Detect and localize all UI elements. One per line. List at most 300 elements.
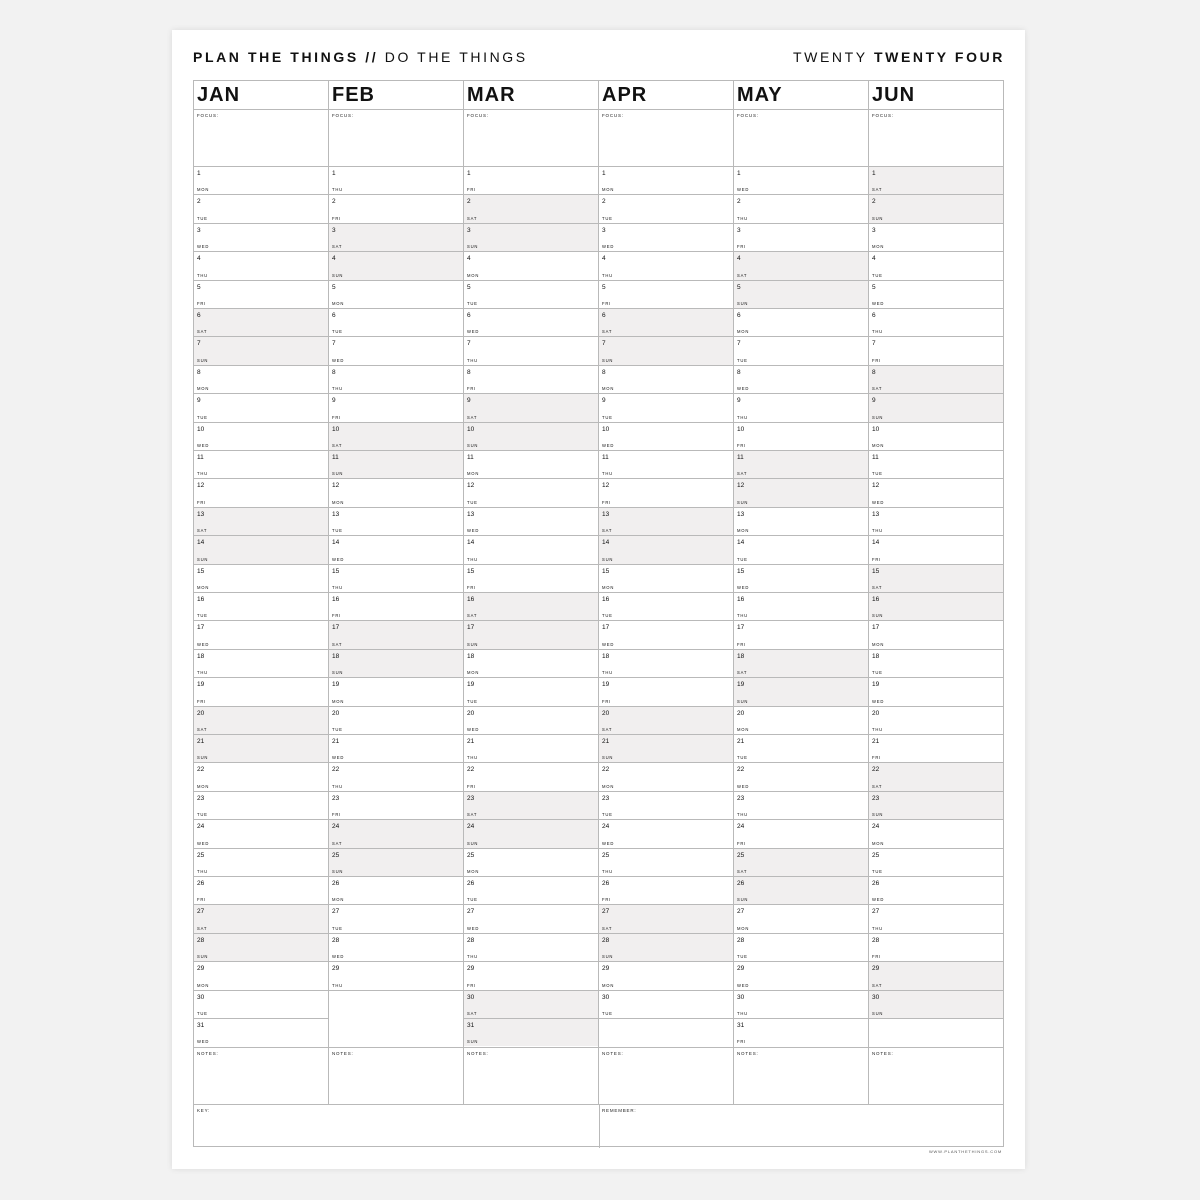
day-cell[interactable] — [734, 535, 868, 563]
day-cell[interactable] — [329, 677, 463, 705]
day-cell[interactable] — [464, 365, 598, 393]
day-of-week: TUE — [467, 897, 478, 903]
day-cell[interactable] — [464, 393, 598, 421]
day-of-week: TUE — [602, 414, 613, 420]
day-cell[interactable] — [734, 422, 868, 450]
day-cell[interactable] — [869, 393, 1003, 421]
day-of-week: SUN — [467, 641, 479, 647]
day-number: 16 — [197, 596, 205, 603]
remember-box[interactable] — [599, 1105, 1003, 1148]
day-cell[interactable] — [194, 961, 328, 989]
day-cell[interactable] — [194, 166, 328, 194]
day-of-week: TUE — [197, 1010, 208, 1016]
day-of-week: SUN — [872, 215, 884, 221]
day-cell[interactable] — [734, 706, 868, 734]
day-cell[interactable] — [869, 762, 1003, 790]
day-cell[interactable] — [329, 706, 463, 734]
day-cell[interactable] — [329, 819, 463, 847]
day-number: 20 — [197, 709, 205, 717]
day-of-week: MON — [872, 840, 885, 846]
focus-box[interactable] — [869, 109, 1003, 167]
day-number: 2 — [332, 198, 336, 206]
day-cell[interactable] — [734, 507, 868, 535]
day-cell[interactable] — [464, 848, 598, 876]
day-cell[interactable] — [464, 961, 598, 989]
day-cell[interactable] — [599, 904, 733, 932]
notes-box[interactable] — [464, 1047, 598, 1105]
day-cell[interactable] — [599, 535, 733, 563]
day-cell[interactable] — [329, 336, 463, 364]
day-cell[interactable] — [194, 990, 328, 1018]
notes-box[interactable] — [329, 1047, 463, 1105]
day-cell[interactable] — [329, 393, 463, 421]
day-cell[interactable] — [599, 990, 733, 1018]
day-cell[interactable] — [464, 933, 598, 961]
day-cell[interactable] — [599, 166, 733, 194]
day-cell[interactable] — [329, 308, 463, 336]
day-cell[interactable] — [194, 592, 328, 620]
day-cell[interactable] — [599, 762, 733, 790]
day-cell[interactable] — [734, 791, 868, 819]
day-cell[interactable] — [329, 422, 463, 450]
day-cell[interactable] — [194, 564, 328, 592]
day-cell[interactable] — [869, 507, 1003, 535]
focus-box[interactable] — [464, 109, 598, 167]
day-number: 15 — [197, 567, 205, 575]
day-of-week: TUE — [737, 755, 748, 761]
day-number: 19 — [332, 681, 340, 689]
day-cell[interactable] — [869, 592, 1003, 620]
day-cell[interactable] — [599, 393, 733, 421]
day-number: 16 — [737, 596, 745, 603]
day-cell[interactable] — [869, 734, 1003, 762]
day-of-week: THU — [872, 528, 884, 534]
day-cell[interactable] — [734, 819, 868, 847]
day-cell[interactable] — [329, 280, 463, 308]
day-cell[interactable] — [464, 251, 598, 279]
day-cell[interactable] — [464, 819, 598, 847]
day-cell[interactable] — [734, 933, 868, 961]
day-cell[interactable] — [734, 336, 868, 364]
day-cell[interactable] — [869, 620, 1003, 648]
day-cell[interactable] — [464, 194, 598, 222]
focus-box[interactable] — [194, 109, 328, 167]
notes-box[interactable] — [599, 1047, 733, 1105]
day-number: 26 — [737, 880, 745, 887]
day-cell[interactable] — [194, 507, 328, 535]
day-cell[interactable] — [599, 194, 733, 222]
day-number: 29 — [332, 965, 340, 973]
day-of-week: WED — [737, 783, 750, 789]
day-number: 10 — [872, 425, 880, 433]
day-of-week: MON — [602, 982, 615, 988]
day-cell[interactable] — [464, 620, 598, 648]
day-of-week: MON — [197, 982, 210, 988]
focus-label: FOCUS: — [332, 113, 354, 118]
day-number: 18 — [872, 652, 880, 660]
day-cell[interactable] — [734, 649, 868, 677]
day-number: 18 — [602, 652, 610, 660]
day-cell[interactable] — [329, 649, 463, 677]
day-of-week: WED — [737, 187, 750, 193]
day-of-week: SUN — [332, 670, 344, 676]
day-number: 2 — [602, 198, 606, 206]
month-title: MAR — [467, 84, 516, 106]
day-cell[interactable] — [734, 564, 868, 592]
day-cell[interactable] — [599, 819, 733, 847]
day-cell[interactable] — [734, 762, 868, 790]
day-cell[interactable] — [869, 365, 1003, 393]
day-number: 16 — [872, 596, 880, 603]
focus-box[interactable] — [599, 109, 733, 167]
day-number: 27 — [197, 908, 205, 916]
day-cell[interactable] — [194, 706, 328, 734]
day-of-week: SAT — [197, 726, 208, 732]
day-of-week: WED — [872, 897, 885, 903]
day-cell[interactable] — [869, 961, 1003, 989]
day-cell[interactable] — [329, 592, 463, 620]
day-cell[interactable] — [599, 336, 733, 364]
day-cell[interactable] — [869, 535, 1003, 563]
day-number: 1 — [332, 170, 336, 177]
day-of-week: WED — [332, 556, 345, 562]
day-number: 30 — [197, 993, 205, 1001]
day-cell[interactable] — [734, 734, 868, 762]
day-cell[interactable] — [464, 535, 598, 563]
day-cell[interactable] — [464, 422, 598, 450]
day-cell[interactable] — [599, 876, 733, 904]
notes-label: NOTES: — [872, 1051, 894, 1056]
day-cell[interactable] — [329, 904, 463, 932]
day-cell[interactable] — [464, 223, 598, 251]
day-number: 15 — [467, 567, 475, 575]
day-cell[interactable] — [599, 251, 733, 279]
day-cell[interactable] — [329, 194, 463, 222]
day-cell[interactable] — [464, 706, 598, 734]
day-cell[interactable] — [464, 280, 598, 308]
day-cell[interactable] — [464, 990, 598, 1018]
day-of-week: WED — [602, 442, 615, 448]
day-cell[interactable] — [329, 848, 463, 876]
day-cell[interactable] — [194, 422, 328, 450]
day-number: 29 — [737, 965, 745, 973]
day-cell[interactable] — [194, 620, 328, 648]
day-cell[interactable] — [329, 450, 463, 478]
day-of-week: FRI — [872, 755, 882, 761]
day-cell[interactable] — [869, 706, 1003, 734]
day-number: 11 — [197, 454, 204, 461]
day-cell[interactable] — [869, 933, 1003, 961]
month-column-jun — [869, 81, 1003, 1104]
day-cell[interactable] — [599, 564, 733, 592]
day-cell[interactable] — [194, 194, 328, 222]
day-cell[interactable] — [194, 848, 328, 876]
day-cell[interactable] — [464, 904, 598, 932]
focus-box[interactable] — [734, 109, 868, 167]
day-of-week: THU — [737, 1010, 749, 1016]
day-number: 8 — [197, 368, 201, 376]
day-cell[interactable] — [464, 450, 598, 478]
day-of-week: WED — [467, 726, 480, 732]
day-cell[interactable] — [194, 365, 328, 393]
day-cell[interactable] — [599, 280, 733, 308]
day-cell[interactable] — [464, 166, 598, 194]
day-cell[interactable] — [194, 223, 328, 251]
day-number: 31 — [197, 1022, 205, 1029]
key-box[interactable] — [194, 1105, 600, 1148]
day-of-week: THU — [332, 783, 344, 789]
day-number: 4 — [197, 255, 201, 263]
day-cell[interactable] — [329, 166, 463, 194]
day-of-week: THU — [602, 471, 614, 477]
day-cell[interactable] — [194, 762, 328, 790]
day-cell[interactable] — [329, 535, 463, 563]
focus-box[interactable] — [329, 109, 463, 167]
day-number: 13 — [197, 510, 205, 518]
day-cell[interactable] — [734, 620, 868, 648]
day-cell[interactable] — [599, 791, 733, 819]
day-number: 22 — [737, 766, 745, 774]
day-of-week: SAT — [872, 386, 883, 392]
day-cell[interactable] — [194, 535, 328, 563]
day-cell[interactable] — [869, 223, 1003, 251]
day-cell[interactable] — [329, 876, 463, 904]
day-of-week: FRI — [872, 556, 882, 562]
day-cell[interactable] — [734, 280, 868, 308]
day-of-week: FRI — [602, 300, 612, 306]
day-number: 3 — [602, 226, 606, 234]
day-cell[interactable] — [599, 507, 733, 535]
day-cell[interactable] — [329, 933, 463, 961]
day-of-week: SAT — [467, 812, 478, 818]
day-cell[interactable] — [464, 564, 598, 592]
notes-box[interactable] — [869, 1047, 1003, 1105]
day-of-week: WED — [197, 641, 210, 647]
day-cell[interactable] — [869, 194, 1003, 222]
day-number: 18 — [737, 652, 745, 660]
day-number: 13 — [602, 510, 610, 518]
day-cell[interactable] — [464, 791, 598, 819]
day-of-week: SUN — [467, 1039, 479, 1045]
day-number: 10 — [332, 425, 340, 433]
day-cell[interactable] — [329, 251, 463, 279]
notes-box[interactable] — [194, 1047, 328, 1105]
day-cell[interactable] — [734, 393, 868, 421]
day-cell[interactable] — [329, 620, 463, 648]
day-cell[interactable] — [329, 223, 463, 251]
day-number: 21 — [602, 738, 610, 745]
day-cell[interactable] — [464, 649, 598, 677]
day-cell[interactable] — [194, 251, 328, 279]
day-cell[interactable] — [869, 990, 1003, 1018]
day-of-week: MON — [467, 471, 480, 477]
day-of-week: MON — [872, 244, 885, 250]
day-cell[interactable] — [734, 166, 868, 194]
day-of-week: FRI — [872, 357, 882, 363]
day-cell[interactable] — [599, 649, 733, 677]
day-number: 6 — [602, 312, 606, 319]
day-of-week: TUE — [197, 414, 208, 420]
day-cell[interactable] — [194, 280, 328, 308]
day-of-week: SAT — [737, 670, 748, 676]
day-cell[interactable] — [329, 365, 463, 393]
day-cell[interactable] — [194, 336, 328, 364]
day-of-week: WED — [467, 528, 480, 534]
day-number: 25 — [602, 851, 610, 859]
day-of-week: SUN — [332, 272, 344, 278]
month-column-jan — [194, 81, 329, 1104]
day-cell[interactable] — [734, 308, 868, 336]
day-cell[interactable] — [329, 961, 463, 989]
day-number: 26 — [332, 880, 340, 887]
day-cell[interactable] — [194, 1018, 328, 1046]
day-cell[interactable] — [464, 507, 598, 535]
day-cell[interactable] — [599, 365, 733, 393]
day-cell[interactable] — [734, 904, 868, 932]
day-cell[interactable] — [869, 336, 1003, 364]
day-cell[interactable] — [599, 592, 733, 620]
day-cell[interactable] — [734, 1018, 868, 1046]
day-number: 29 — [197, 965, 205, 973]
day-cell[interactable] — [869, 280, 1003, 308]
day-cell[interactable] — [734, 450, 868, 478]
day-cell[interactable] — [464, 478, 598, 506]
day-number: 19 — [197, 681, 205, 689]
day-cell[interactable] — [194, 876, 328, 904]
day-cell[interactable] — [194, 393, 328, 421]
day-cell[interactable] — [194, 791, 328, 819]
day-cell[interactable] — [599, 734, 733, 762]
day-cell[interactable] — [599, 677, 733, 705]
day-cell[interactable] — [329, 507, 463, 535]
day-of-week: SUN — [737, 499, 749, 505]
day-of-week: SUN — [197, 954, 209, 960]
day-cell[interactable] — [194, 450, 328, 478]
notes-label: NOTES: — [332, 1051, 354, 1056]
day-of-week: WED — [872, 698, 885, 704]
day-of-week: MON — [197, 783, 210, 789]
day-cell[interactable] — [869, 251, 1003, 279]
day-cell[interactable] — [599, 933, 733, 961]
day-cell[interactable] — [464, 592, 598, 620]
day-number: 21 — [197, 738, 205, 745]
day-cell[interactable] — [869, 677, 1003, 705]
day-number: 17 — [737, 624, 745, 632]
day-cell[interactable] — [869, 478, 1003, 506]
day-cell[interactable] — [194, 649, 328, 677]
day-cell[interactable] — [464, 308, 598, 336]
day-cell[interactable] — [464, 1018, 598, 1046]
day-cell[interactable] — [329, 791, 463, 819]
day-cell[interactable] — [869, 819, 1003, 847]
day-cell[interactable] — [869, 791, 1003, 819]
day-cell[interactable] — [464, 734, 598, 762]
day-of-week: SUN — [602, 357, 614, 363]
day-cell[interactable] — [734, 592, 868, 620]
day-cell[interactable] — [194, 933, 328, 961]
day-cell[interactable] — [734, 990, 868, 1018]
day-cell[interactable] — [869, 308, 1003, 336]
day-cell[interactable] — [599, 620, 733, 648]
day-cell[interactable] — [869, 904, 1003, 932]
day-cell[interactable] — [464, 677, 598, 705]
day-cell[interactable] — [734, 251, 868, 279]
day-cell[interactable] — [194, 904, 328, 932]
day-cell[interactable] — [869, 649, 1003, 677]
day-cell[interactable] — [329, 762, 463, 790]
day-number: 5 — [737, 283, 741, 291]
day-cell[interactable] — [869, 848, 1003, 876]
day-cell[interactable] — [464, 336, 598, 364]
day-cell[interactable] — [599, 422, 733, 450]
day-cell[interactable] — [869, 450, 1003, 478]
day-number: 22 — [197, 766, 205, 774]
day-cell[interactable] — [599, 961, 733, 989]
day-of-week: FRI — [467, 783, 477, 789]
day-cell[interactable] — [194, 308, 328, 336]
day-of-week: MON — [602, 584, 615, 590]
day-of-week: FRI — [197, 698, 207, 704]
day-cell[interactable] — [599, 848, 733, 876]
day-cell[interactable] — [464, 762, 598, 790]
day-cell[interactable] — [194, 478, 328, 506]
day-of-week: WED — [872, 300, 885, 306]
day-cell[interactable] — [734, 223, 868, 251]
day-number: 17 — [332, 624, 340, 632]
day-number: 16 — [332, 596, 340, 603]
day-number: 27 — [602, 908, 610, 916]
day-cell[interactable] — [734, 365, 868, 393]
day-cell[interactable] — [734, 848, 868, 876]
day-number: 12 — [737, 482, 745, 490]
day-cell[interactable] — [734, 677, 868, 705]
day-number: 22 — [467, 766, 475, 774]
day-number: 24 — [872, 823, 880, 831]
day-cell[interactable] — [869, 422, 1003, 450]
day-number: 1 — [602, 170, 606, 177]
day-of-week: THU — [197, 272, 209, 278]
day-cell[interactable] — [194, 677, 328, 705]
day-cell[interactable] — [869, 876, 1003, 904]
day-cell[interactable] — [734, 478, 868, 506]
day-cell[interactable] — [329, 734, 463, 762]
day-cell[interactable] — [599, 478, 733, 506]
day-of-week: SUN — [332, 471, 344, 477]
day-cell[interactable] — [329, 564, 463, 592]
day-cell[interactable] — [734, 876, 868, 904]
day-cell[interactable] — [194, 734, 328, 762]
day-number: 19 — [602, 681, 610, 689]
day-cell[interactable] — [734, 961, 868, 989]
day-cell[interactable] — [599, 308, 733, 336]
day-number: 29 — [872, 965, 880, 973]
day-cell[interactable] — [869, 564, 1003, 592]
day-cell[interactable] — [599, 450, 733, 478]
day-of-week: TUE — [602, 613, 613, 619]
remember-label: REMEMBER: — [602, 1108, 637, 1113]
day-cell[interactable] — [329, 478, 463, 506]
focus-label: FOCUS: — [197, 113, 219, 118]
day-number: 29 — [467, 965, 475, 973]
day-cell[interactable] — [599, 223, 733, 251]
day-cell[interactable] — [194, 819, 328, 847]
notes-box[interactable] — [734, 1047, 868, 1105]
day-of-week: SAT — [872, 783, 883, 789]
day-cell[interactable] — [599, 706, 733, 734]
day-cell[interactable] — [869, 166, 1003, 194]
day-cell[interactable] — [734, 194, 868, 222]
day-cell[interactable] — [464, 876, 598, 904]
